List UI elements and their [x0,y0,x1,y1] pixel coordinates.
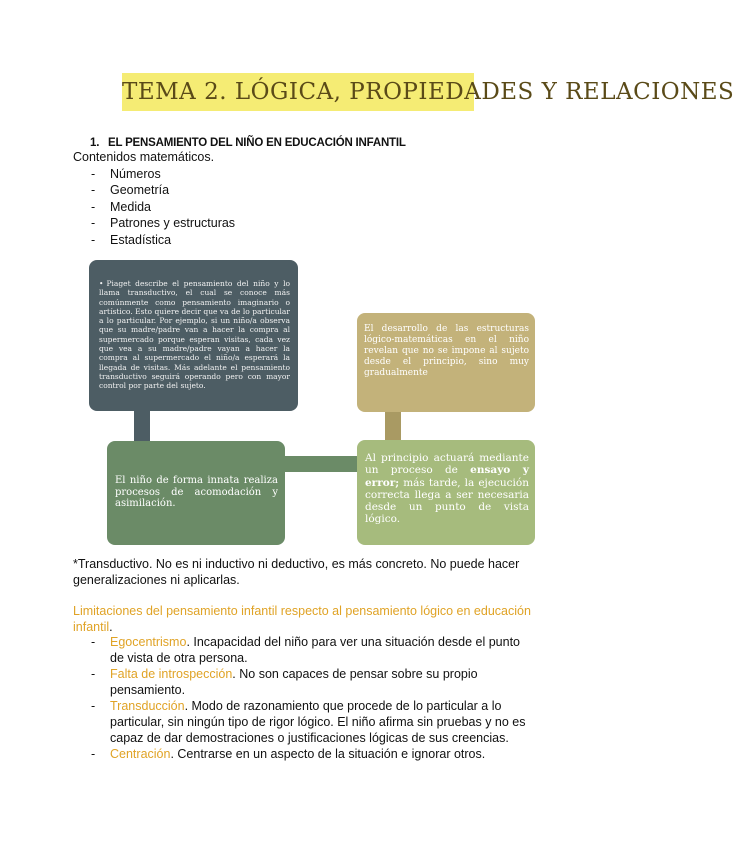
list-dash: - [91,747,96,761]
list-dash: - [91,667,96,681]
diagram-connector [285,456,357,472]
list-item [91,698,531,746]
diagram-box-bold-text: ensayo y error; [365,464,530,489]
list-item [91,182,235,198]
list-item [91,666,531,698]
footnote: *Transductivo. No es ni inductivo ni deductivo, es más concreto. No puede hacer generalizaciones ni aplicarlas. [73,557,520,587]
list-dash: - [91,635,96,649]
list-item-text: Geometría [110,183,170,198]
section-heading-text: EL PENSAMIENTO DEL NIÑO EN EDUCACIÓN INFANTIL [108,137,406,149]
diagram-box-piaget [89,260,298,411]
limit-term: Centración [110,747,171,761]
limits-heading-period: . [109,620,113,634]
list-item-text: Patrones y estructuras [110,216,236,231]
diagram-box-development [357,313,535,412]
limit-description: . Incapacidad del niño para ver una situación desde el punto de vista de otra persona. [110,635,521,665]
limits-list [91,634,531,762]
list-item [91,166,235,182]
list-item [91,746,531,762]
page-title: TEMA 2. LÓGICA, PROPIEDADES Y RELACIONES [122,73,474,111]
bullet-icon: • [99,279,104,288]
limit-term: Egocentrismo [110,635,187,649]
section-heading [90,137,406,149]
list-item-text: Números [110,167,161,181]
intro-text: Contenidos matemáticos. [73,150,215,164]
list-dash: - [91,167,96,181]
list-item-text: Medida [110,199,151,214]
list-dash: - [91,199,96,214]
diagram-box-innate [107,441,285,545]
list-dash: - [91,699,96,713]
diagram-box-text: más tarde, la ejecución correcta llega a ser necesaria desde un punto de vista lógico. [365,476,529,526]
diagram-box-text: El niño de forma innata realiza procesos de acomodación y asimilación. [115,475,278,509]
diagram-box-text: Piaget describe el pensamiento del niño y lo llama transductivo, el cual se conoce más comúnmente como pensamiento imaginario o artístico. Esto quiere decir que va de lo particular a lo particular. Por ejemplo, si un niño/a observa que su madre/padre van a hacer la compra al supermercado porque esperan visitas, cada vez que vea a su madre/padre vayan a hacer la compra al supermercado el niño/a esperará la llegada de visitas. Más adelante el pensamiento transductivo seguirá operando pero con mayor control por parte del sujeto. [99,279,290,391]
section-number: 1. [90,137,100,149]
limits-heading [73,603,533,635]
list-dash: - [91,232,96,247]
limit-description: . Centrarse en un aspecto de la situación e ignorar otros. [170,747,486,761]
list-item [91,215,235,231]
list-dash: - [91,183,96,198]
limits-heading-text: Limitaciones del pensamiento infantil respecto al pensamiento lógico en educación infantil [73,604,531,634]
limit-description: . No son capaces de pensar sobre su propio pensamiento. [110,667,478,697]
limit-description: . Modo de razonamiento que procede de lo particular a lo particular, sin ningún tipo de rigor lógico. El niño afirma sin pruebas y no es capaz de dar demostraciones o justificaciones lógicas de sus creencias. [110,699,526,745]
diagram-connector [134,411,150,441]
list-item [91,232,235,248]
list-item [91,634,531,666]
list-item [91,199,235,215]
diagram-connector [385,412,401,440]
contents-list [91,166,235,248]
limit-term: Falta de introspección [110,667,233,681]
list-dash: - [91,216,96,231]
diagram-box-trial-error [357,440,535,545]
limit-term: Transducción [110,699,185,713]
diagram-box-text: Al principio actuará mediante un proceso de [365,452,529,477]
list-item-text: Estadística [110,232,172,247]
diagram-box-text: El desarrollo de las estructuras lógico-matemáticas en el niño revelan que no se impone al sujeto desde el principio, sino muy gradualmente [364,324,529,378]
